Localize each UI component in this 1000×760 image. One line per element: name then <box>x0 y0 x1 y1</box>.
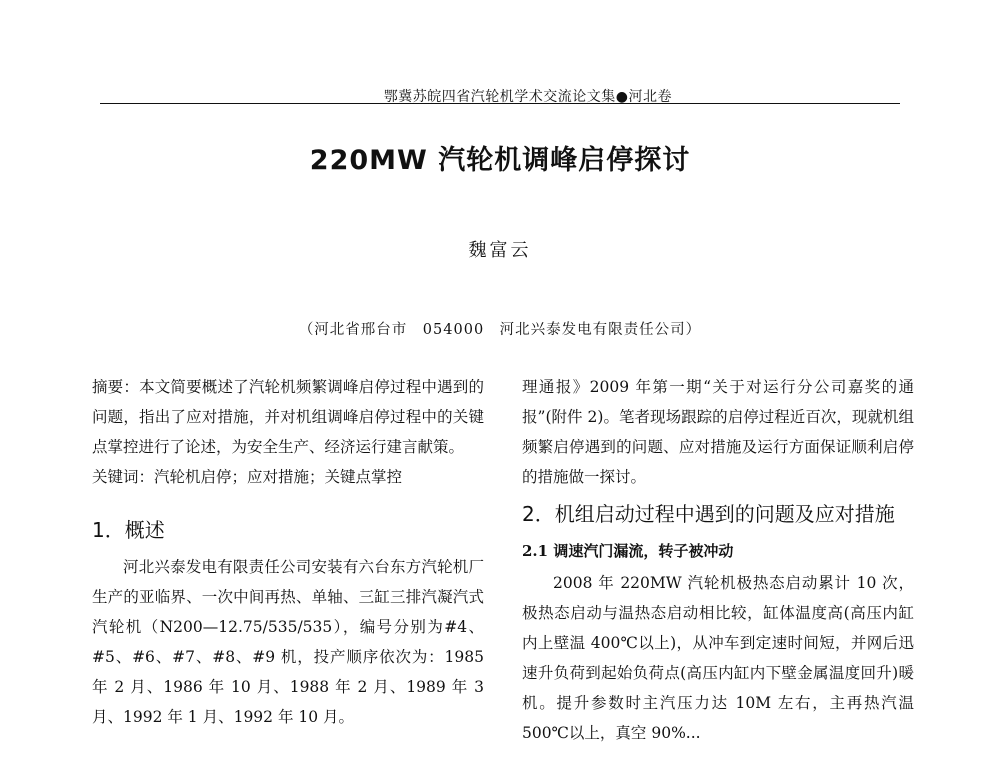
continued-para: 理通报》2009 年第一期“关于对运行分公司嘉奖的通报”(附件 2)。笔者现场跟踪的启停过程近百次，现就机组频繁启停遇到的问题、应对措施及运行方面保证顺利启停的措施做一探讨。 <box>522 378 914 486</box>
running-header: 鄂冀苏皖四省汽轮机学术交流论文集●河北卷 <box>383 89 672 105</box>
section-1-heading: 1．概述 <box>92 518 165 542</box>
section-1-para: 河北兴泰发电有限责任公司安装有六台东方汽轮机厂生产的亚临界、一次中间再热、单轴、三缸三排汽凝汽式汽轮机（N200—12.75/535/535），编号分别为#4、#5、#6、#7、#8、#9 机，投产顺序依次为：1985 年 2 月、1986 年 10 月、1988 年 2 月、1989 年 3 月、1992 年 1 月、1992 年 10 月。 <box>92 558 484 726</box>
abstract-text: 本文简要概述了汽轮机频繁调峰启停过程中遇到的问题，指出了应对措施，并对机组调峰启停过程中的关键点掌控进行了论述，为安全生产、经济运行建言献策。 <box>92 378 484 456</box>
subsection-2-1-heading: 2.1 调速汽门漏流，转子被冲动 <box>522 542 734 560</box>
abstract <box>92 372 484 462</box>
paper-affiliation: （河北省邢台市 054000 河北兴泰发电有限责任公司） <box>298 322 702 338</box>
keywords-text: 汽轮机启停；应对措施；关键点掌控 <box>154 468 403 486</box>
subsection-2-1-para: 2008 年 220MW 汽轮机极热态启动累计 10 次，极热态启动与温热态启动相比较，缸体温度高(高压内缸内上壁温 400℃以上)，从冲车到定速时间短，并网后迅速升负荷到起始负荷点(高压内缸内下壁金属温度回升)暖机。提升参数时主汽压力达 10M 左右，主再热汽温 500℃以上，真空 90%... <box>522 574 914 742</box>
right-column <box>522 372 914 748</box>
paper-author: 魏富云 <box>468 240 532 261</box>
keywords <box>92 462 484 492</box>
header-rule <box>100 103 900 104</box>
abstract-label: 摘要： <box>92 378 140 396</box>
left-column <box>92 372 484 732</box>
section-2-heading: 2．机组启动过程中遇到的问题及应对措施 <box>522 502 895 526</box>
paper-title: 220MW 汽轮机调峰启停探讨 <box>309 145 691 176</box>
keywords-label: 关键词： <box>92 468 155 486</box>
